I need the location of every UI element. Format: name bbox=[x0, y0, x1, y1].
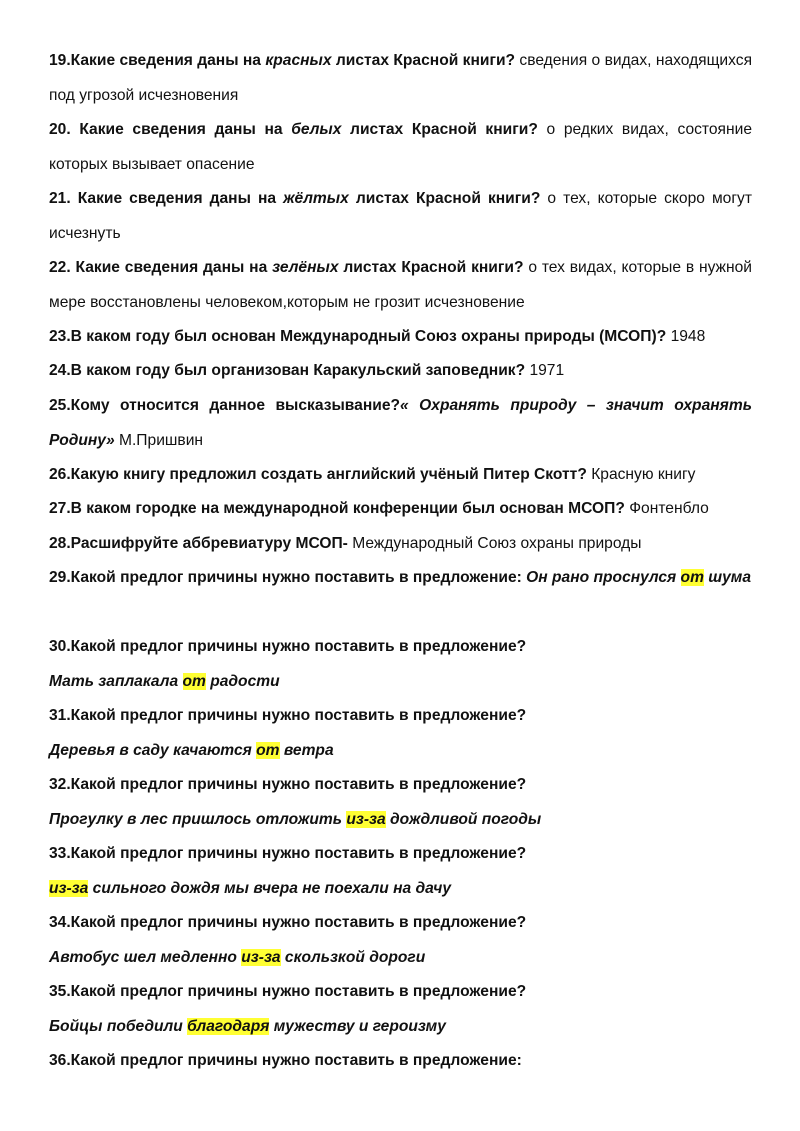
answer-text: сведения о видах, находящихся под угрозой исчезновения bbox=[49, 52, 753, 104]
highlighted-preposition: из-за bbox=[346, 810, 386, 828]
answer-text: М.Пришвин bbox=[114, 431, 204, 449]
question-23 bbox=[49, 320, 705, 355]
sentence-text: Автобус шел медленно из-за скользкой дороги bbox=[49, 948, 426, 966]
highlighted-preposition: от bbox=[256, 741, 280, 759]
sentence-text: Прогулку в лес пришлось отложить из-за дождливой погоды bbox=[49, 810, 542, 828]
answer-text: о редких видах, состояние которых вызывает опасение bbox=[49, 121, 752, 173]
answer-text: Международный Союз охраны природы bbox=[347, 535, 642, 552]
question-text: 25.Кому относится данное высказывание? bbox=[49, 397, 401, 414]
question-text: 20. Какие сведения даны на белых листах Красной книги? bbox=[49, 121, 538, 138]
question-36 bbox=[49, 1044, 522, 1079]
question-text: 22. Какие сведения даны на зелёных листах Красной книги? bbox=[49, 259, 524, 276]
question-text: 29.Какой предлог причины нужно поставить в предложение: bbox=[49, 569, 527, 586]
highlighted-preposition: благодаря bbox=[187, 1017, 270, 1035]
question-22 bbox=[49, 251, 752, 320]
question-text: 27.В каком городке на международной конференции был основан МСОП? bbox=[49, 500, 625, 517]
sentence-text: Он рано проснулся от шума bbox=[526, 569, 752, 586]
sentence-text: Мать заплакала от радости bbox=[49, 672, 280, 690]
question-text: 33.Какой предлог причины нужно поставить в предложение? bbox=[49, 845, 527, 862]
question-19 bbox=[49, 44, 752, 113]
answer-text: Красную книгу bbox=[586, 466, 696, 483]
sentence-text: Деревья в саду качаются от ветра bbox=[49, 741, 334, 759]
answer-text: о тех, которые скоро могут исчезнуть bbox=[49, 190, 752, 242]
question-29 bbox=[49, 561, 752, 596]
question-21 bbox=[49, 182, 752, 251]
question-text: 26.Какую книгу предложил создать английский учёный Питер Скотт? bbox=[49, 466, 587, 483]
answer-text: 1948 bbox=[666, 328, 706, 345]
question-26 bbox=[49, 458, 695, 493]
question-30 bbox=[49, 630, 526, 699]
question-31 bbox=[49, 699, 526, 768]
question-33 bbox=[49, 837, 526, 906]
question-text: 23.В каком году был основан Международный Союз охраны природы (МСОП)? bbox=[49, 328, 667, 345]
question-34 bbox=[49, 906, 526, 975]
question-20 bbox=[49, 113, 752, 182]
question-text: 34.Какой предлог причины нужно поставить в предложение? bbox=[49, 914, 527, 931]
question-text: 31.Какой предлог причины нужно поставить в предложение? bbox=[49, 707, 527, 724]
quote-text: « Охранять природу – значит охранять Родину» bbox=[49, 397, 752, 449]
question-text: 21. Какие сведения даны на жёлтых листах Красной книги? bbox=[49, 190, 541, 207]
question-25 bbox=[49, 389, 752, 458]
question-text: 24.В каком году был организован Каракульский заповедник? bbox=[49, 362, 526, 379]
question-text: 19.Какие сведения даны на красных листах Красной книги? bbox=[49, 52, 516, 69]
question-text: 32.Какой предлог причины нужно поставить в предложение? bbox=[49, 776, 527, 793]
question-text: 35.Какой предлог причины нужно поставить в предложение? bbox=[49, 983, 527, 1000]
question-28 bbox=[49, 527, 641, 562]
question-24 bbox=[49, 354, 564, 389]
sentence-text: из-за сильного дождя мы вчера не поехали на дачу bbox=[49, 879, 451, 897]
highlighted-preposition: от bbox=[680, 569, 704, 586]
question-32 bbox=[49, 768, 541, 837]
answer-text: 1971 bbox=[525, 362, 565, 379]
question-text: 30.Какой предлог причины нужно поставить в предложение? bbox=[49, 638, 527, 655]
question-text: 36.Какой предлог причины нужно поставить в предложение: bbox=[49, 1052, 522, 1069]
question-35 bbox=[49, 975, 526, 1044]
question-text: 28.Расшифруйте аббревиатуру МСОП- bbox=[49, 535, 348, 552]
sentence-text: Бойцы победили благодаря мужеству и героизму bbox=[49, 1017, 446, 1035]
highlighted-preposition: от bbox=[182, 672, 206, 690]
highlighted-preposition: из-за bbox=[241, 948, 281, 966]
highlighted-preposition: из-за bbox=[49, 879, 89, 897]
answer-text: о тех видах, которые в нужной мере восстановлены человеком,которым не грозит исчезновение bbox=[49, 259, 752, 311]
answer-text: Фонтенбло bbox=[624, 500, 709, 517]
question-27 bbox=[49, 492, 709, 527]
